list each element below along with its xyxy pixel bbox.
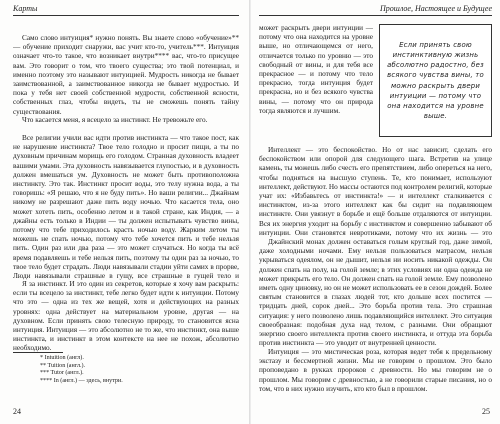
right-body-lower (259, 146, 492, 403)
paragraph: Все религии учили вас идти против инстинкта — что такое пост, как не нарушение инстинкта? Твое тело голодно и просит пищи, а ты по духовным причинам морищь его голодом. Странная духовность владеет вашими умами. Эта духовность навязывается глупостью, и в духовность должен вмешаться ум. Духовность не может быть противоположна инстинкту. Это так. Инстинкт просит воды, это телу нужна вода, а ты говоришь: «Я решаю, что я не буду пить». Но ваши религии... Джайнам никому не разрешают даже пить воду ночью. Что касается тела, оно может хотеть пить, особенно летом и в такой стране, как Индия, — а джайны есть только в Индии — ты должен испытывать чувство вины, потому что тебе приходилось красть ночью воду. Жарким летом ты можешь не спать ночью, потому что тебе хочется пить и тебе нельзя пить. Один раз или два раза — это может случаться. Но когда ты всё время подавляешь и тебе нельзя пить, поэтому ты один раз за ночью, то твое тело будет страдать. Люди навязывали стадии уйти самих в прорве, Люди навязывали страшные в гущу, все страшные в гущей тело и (13, 134, 239, 280)
footnotes (40, 355, 123, 385)
paragraph: Что касается меня, я всецело за инстинкт. Не тревожьте его. (22, 116, 208, 124)
paragraph: Я за инстинкт. И это один из секретов, которые я хочу вам раскрыть: если ты всецело за инстинкт, тебе легко будет идти к интуиции. Потому что это — одна из тех же вещей, хотя и действующих на разных уровнях: одна действует на материальном уровне, другая — на духовном. Если принять свою телесную природу, то становится ясна интуиция. Интуиция — это абсолютно не то же, что инстинкт, она выше инстинкта, и инстинкт в этом контексте на нее не похож, абсолютно необходимо. (13, 280, 239, 353)
paragraph: Интуиция — это мистическая роза, которая ведет тебя к предельному экстазу и бессмертной жизни. Мы не говорим о прошлом. Это было проповедано в рукках пророков с древности. Но мы говорим не о прошлом. Мы говорим с древностью, а не говорили старые писания, но о том, что в них нужно изучить, кто кто был в прошлом. (259, 348, 492, 393)
footnote: **** In (англ.) — здесь, внутри. (40, 377, 123, 384)
paragraph: Само слово интуиция* нужно понять. Вы знаете слово «обучение»** — обучение приходит снаружи, вас учит кто-то, учитель***. Интуиция означает что-то такое, что возникает внутри**** вас, что-то присущее вам. Это говорит о том, что твоего существа; это твой потенциал, и именно поэтому это называют интуицией. Мудрость никогда не бывает заимствованной, а заимствованное никогда не бывает мудростью. И пока у тебя нет своей собственной мудрости, собственной ясности, собственных глаз, чтобы видеть, ты не сможешь понять тайну существования. (13, 34, 239, 116)
right-body-upper (259, 24, 373, 144)
footnote: *** Tutor (англ.). (40, 370, 84, 376)
paragraph: Джайнский монах должен оставаться голым круглый год, даже зимой, даже холодными ночами. Ему нельзя пользоваться матрасом, нельзя укрываться одеялом, он не дышит, нельзя ни носить никакой одежды. Он должен спать на полу, на голой земле; в этих условиях ни одна одежда не может прикрыть его тело. Он должен спать на голой земле. Ему позволено иметь одну циновку, но он не может использовать ее в сезон дождей. Более святым становится в глазах людей тот, кто дольше всех постится — тридцать дней, сорок дней... Это борьба против тела. Это страшная ситуация: у него позволено лишь подавляющийся интеллект. Это ситуация своеобразная: подобная духа над телом, с разными. Они обращают энергию своего интеллекта против своего инстинкта, и оттуда эта борьба против инстинкта — это уводит от внутренней ценности. (259, 238, 492, 348)
left-page (0, 0, 249, 424)
running-head-left: Карты (13, 4, 38, 13)
pull-quote-box (379, 24, 492, 137)
footnote-rule (13, 352, 63, 353)
footnote: ** Tuition (англ.). (40, 362, 86, 369)
header-rule-left (13, 15, 239, 16)
left-body-text (13, 34, 239, 372)
page-number-left: 24 (13, 407, 21, 416)
paragraph: Интеллект — это беспокойство. Но от нас зависит, сделать его беспокойством или опорой для следующего шага. Встретив на улице камень, ты можешь либо счесть его препятствием, либо опереться на него, чтобы подняться на высшую ступень. Те, кто понимает, используют интеллект, действуют. Но массы остаются под контролем религий, которые учат их: «Избавьтесь от инстинкта!» — и интеллект сталкивается с инстинктом, из-за этого интеллект как бы сидит на подавляющем инстинкте. Они увязнут в борьбе и ещё больше отдаляются от интуиции. Вся их энергия уходит на борьбу с инстинктом и совершенно забывают об интуиции. Они становятся невротиками, потому что их жизнь — это (259, 146, 492, 237)
page-number-right: 25 (482, 407, 490, 416)
running-head-right: Прошлое, Настоящее и Будущее (380, 4, 492, 13)
footnote: * Intuition (англ). (40, 355, 84, 361)
pull-quote-text: Если принять свою инстинктивную жизнь абсолютно радостно, без всякого чувства вины, то можно раскрыть двери интуиции — потому что она находится на уровне выше. (387, 40, 484, 121)
paragraph: может раскрыть двери интуиции — потому что она находится на уровне выше, но отличающемся от него, отличается только по уровню — это свободный от вины, и для тебя все прекрасное — и потому что тело прекрасно, тогда интуиция будет прекрасна, но и без всякого чувства вины, — потому что он природа тогда являются и лучшим. (259, 24, 373, 115)
header-rule-right (259, 15, 492, 16)
